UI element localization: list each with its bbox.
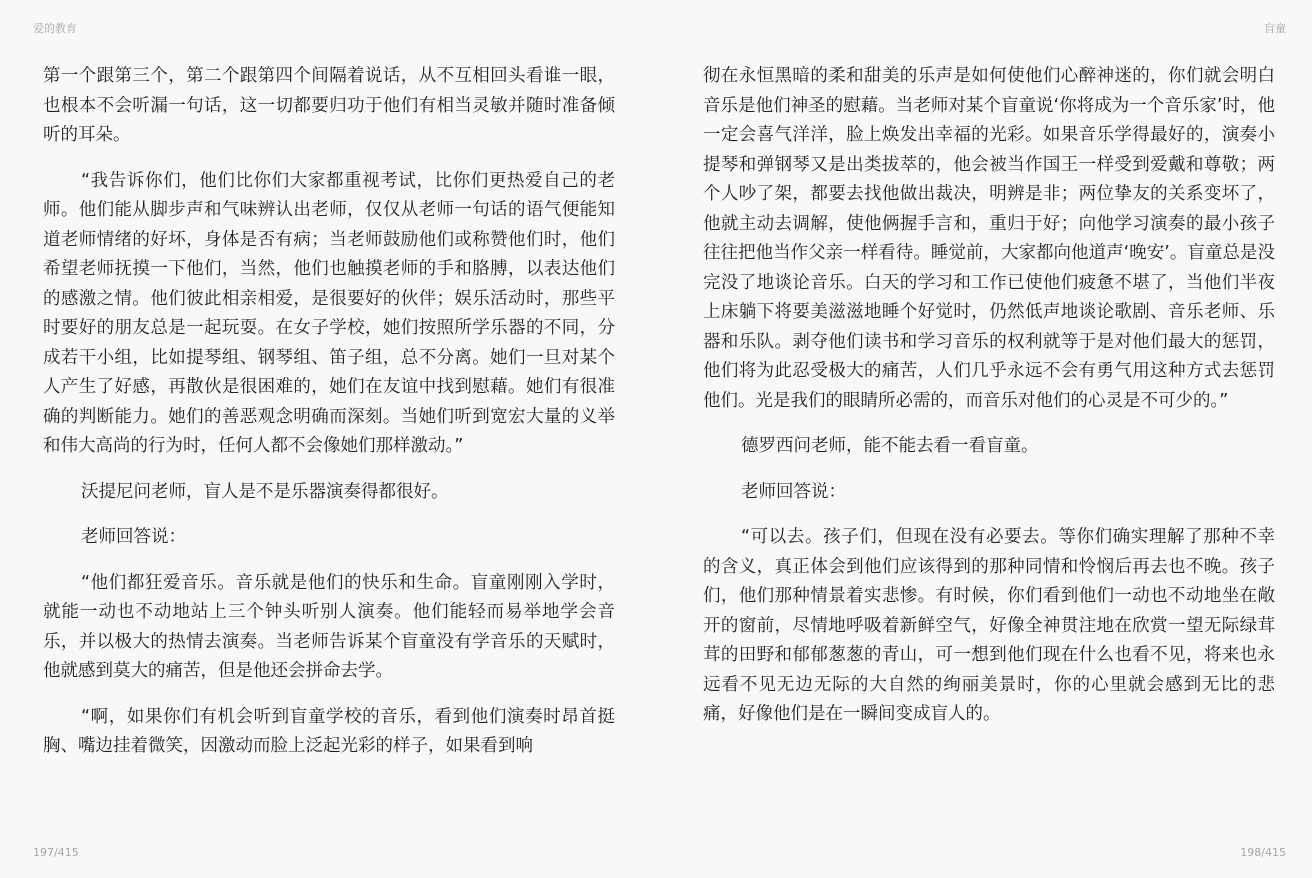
chapter-title: 盲童	[1264, 22, 1286, 35]
paragraph: 老师回答说：	[81, 527, 186, 547]
left-page	[43, 62, 615, 778]
right-page	[703, 62, 1275, 746]
paragraph: 老师回答说：	[741, 481, 846, 502]
paragraph: “啊，如果你们有机会听到盲童学校的音乐，看到他们演奏时昂首挺胸、嘴边挂着微笑，因激动而脸上泛起光彩的样子，如果看到响	[43, 706, 615, 756]
paragraph: 彻在永恒黑暗的柔和甜美的乐声是如何使他们心醉神迷的，你们就会明白音乐是他们神圣的慰藉。当老师对某个盲童说‘你将成为一个音乐家’时，他一定会喜气洋洋，脸上焕发出幸福的光彩。如果音乐学得最好的，演奏小提琴和弹钢琴又是出类拔萃的，他会被当作国王一样受到爱戴和尊敬；两个人吵了架，都要去找他做出裁决，明辨是非；两位挚友的关系变坏了，他就主动去调解，使他俩握手言和，重归于好；向他学习演奏的最小孩子往往把他当作父亲一样看待。睡觉前，大家都向他道声‘晚安’。盲童总是没完没了地谈论音乐。白天的学习和工作已使他们疲惫不堪了，当他们半夜上床躺下将要美滋滋地睡个好觉时，仍然低声地谈论歌剧、音乐老师、乐器和乐队。剥夺他们读书和学习音乐的权利就等于是对他们最大的惩罚，他们将为此忍受极大的痛苦，人们几乎永远不会有勇气用这种方式去惩罚他们。光是我们的眼睛所必需的，而音乐对他们的心灵是不可少的。”	[703, 66, 1275, 411]
paragraph: “可以去。孩子们，但现在没有必要去。等你们确实理解了那种不幸的含义，真正体会到他们应该得到的那种同情和怜悯后再去也不晚。孩子们，他们那种情景着实悲惨。有时候，你们看到他们一动也不动地坐在敞开的窗前，尽情地呼吸着新鲜空气，好像全神贯注地在欣赏一望无际绿茸茸的田野和郁郁葱葱的青山，可一想到他们现在什么也看不见，将来也永远看不见无边无际的大自然的绚丽美景时，你的心里就会感到无比的悲痛，好像他们是在一瞬间变成盲人的。	[703, 527, 1275, 724]
right-page-number: 198/415	[1240, 846, 1286, 859]
paragraph: “他们都狂爱音乐。音乐就是他们的快乐和生命。盲童刚刚入学时，就能一动也不动地站上三个钟头听别人演奏。他们能轻而易举地学会音乐，并以极大的热情去演奏。当老师告诉某个盲童没有学音乐的天赋时，他就感到莫大的痛苦，但是他还会拼命去学。	[43, 572, 615, 681]
paragraph: 第一个跟第三个，第二个跟第四个间隔着说话，从不互相回头看谁一眼，也根本不会听漏一句话，这一切都要归功于他们有相当灵敏并随时准备倾听的耳朵。	[43, 66, 615, 145]
book-title: 爱的教育	[33, 22, 77, 35]
paragraph: 沃提尼问老师，盲人是不是乐器演奏得都很好。	[81, 481, 449, 502]
left-page-number: 197/415	[33, 846, 79, 859]
paragraph: “我告诉你们，他们比你们大家都重视考试，比你们更热爱自己的老师。他们能从脚步声和气味辨认出老师，仅仅从老师一句话的语气便能知道老师情绪的好坏，身体是否有病；当老师鼓励他们或称赞他们时，他们希望老师抚摸一下他们，当然，他们也触摸老师的手和胳膊，以表达他们的感激之情。他们彼此相亲相爱，是很要好的伙伴；娱乐活动时，那些平时要好的朋友总是一起玩耍。在女子学校，她们按照所学乐器的不同，分成若干小组，比如提琴组、钢琴组、笛子组，总不分离。她们一旦对某个人产生了好感，再散伙是很困难的，她们在友谊中找到慰藉。她们有很准确的判断能力。她们的善恶观念明确而深刻。当她们听到宽宏大量的义举和伟大高尚的行为时，任何人都不会像她们那样激动。”	[43, 170, 615, 456]
paragraph: 德罗西问老师，能不能去看一看盲童。	[741, 436, 1039, 456]
